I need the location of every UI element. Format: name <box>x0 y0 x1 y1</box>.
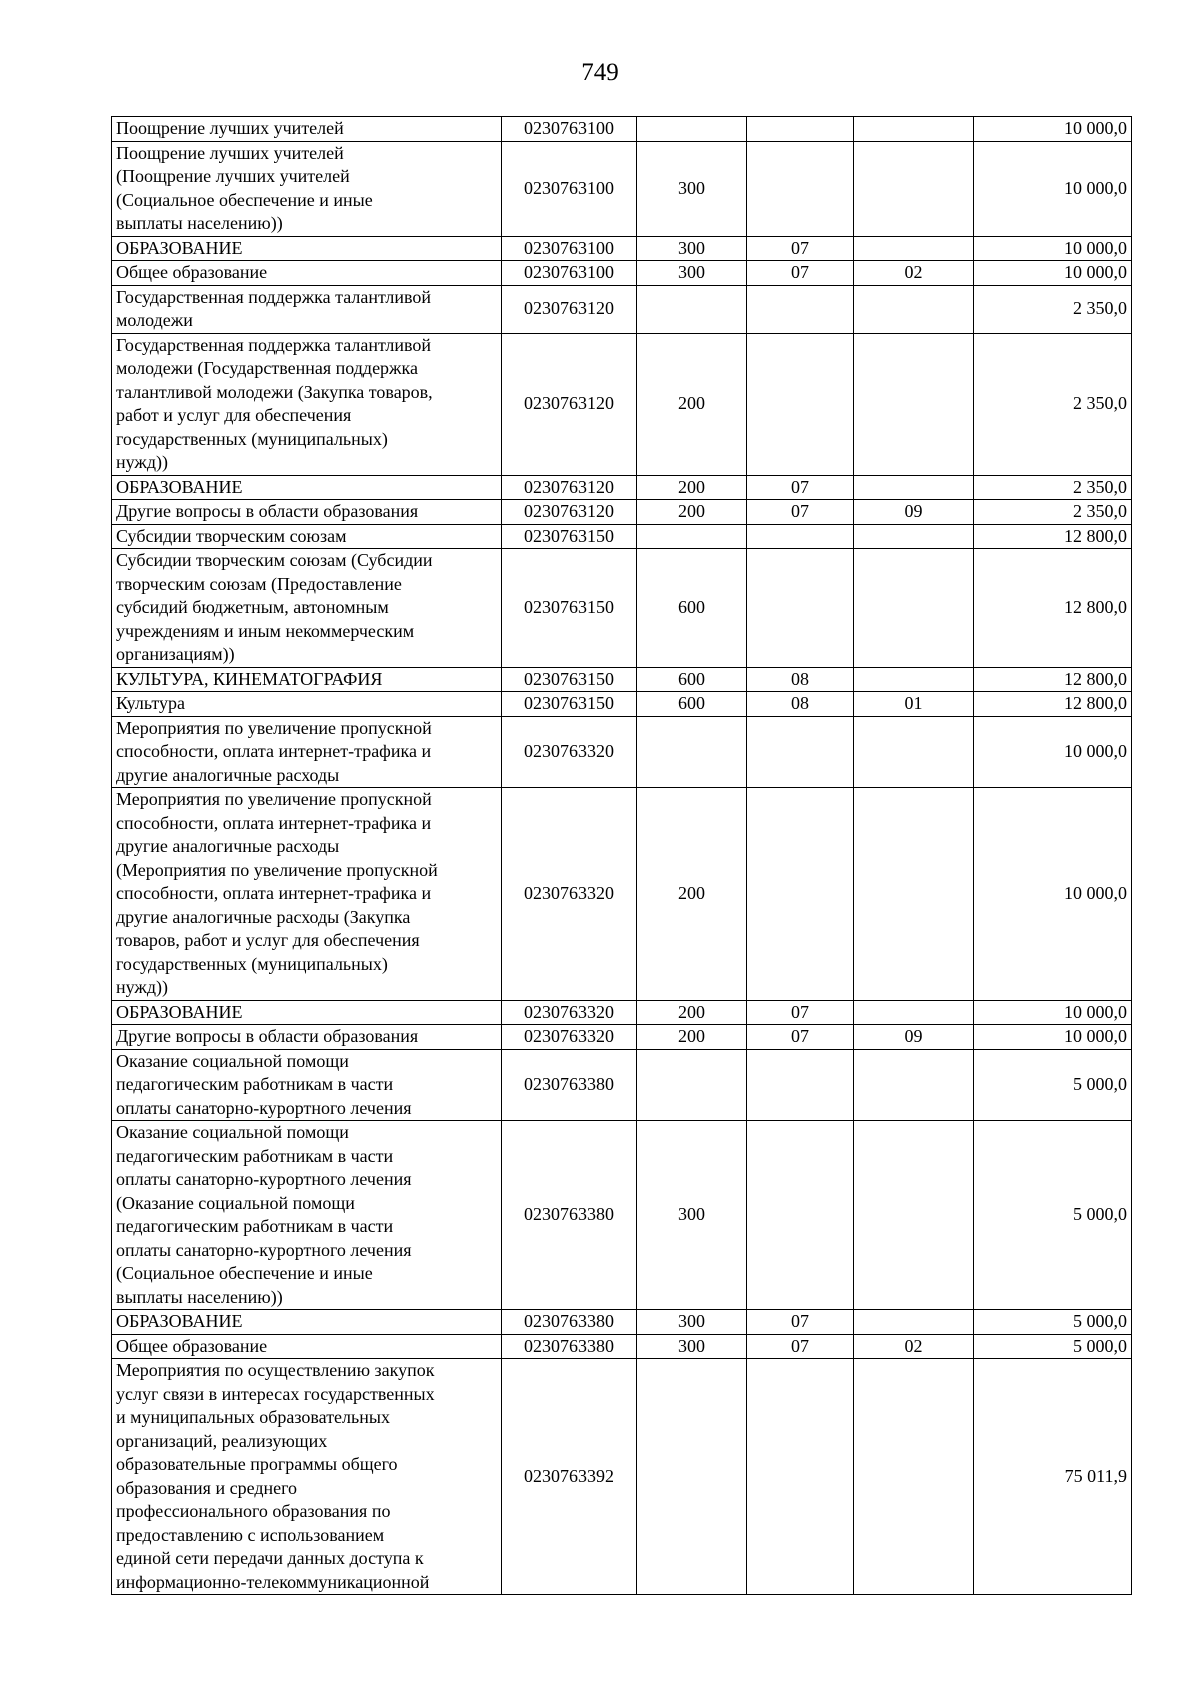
row-name: Субсидии творческим союзам <box>112 524 502 549</box>
table-row <box>112 524 1132 549</box>
row-name: Поощрение лучших учителей (Поощрение лучших учителей (Социальное обеспечение и иные выплаты населению)) <box>112 141 502 236</box>
row-subsection <box>854 285 974 333</box>
row-expense-type: 600 <box>637 692 747 717</box>
row-name: ОБРАЗОВАНИЕ <box>112 1000 502 1025</box>
table-row <box>112 667 1132 692</box>
row-section <box>747 549 854 668</box>
row-target-article: 0230763380 <box>502 1334 637 1359</box>
budget-table-body <box>112 117 1132 1595</box>
row-section <box>747 117 854 142</box>
row-section: 07 <box>747 1000 854 1025</box>
row-sum: 5 000,0 <box>974 1121 1132 1310</box>
row-target-article: 0230763380 <box>502 1310 637 1335</box>
row-sum: 10 000,0 <box>974 1025 1132 1050</box>
row-name: Мероприятия по увеличение пропускной способности, оплата интернет-трафика и другие аналогичные расходы (Мероприятия по увеличение пропускной способности, оплата интернет-трафика и другие аналогичные расходы (Закупка товаров, работ и услуг для обеспечения государственных (муниципальных) нужд)) <box>112 788 502 1001</box>
row-subsection <box>854 1359 974 1595</box>
row-expense-type <box>637 1359 747 1595</box>
table-row <box>112 1334 1132 1359</box>
table-row <box>112 117 1132 142</box>
row-subsection <box>854 524 974 549</box>
row-sum: 12 800,0 <box>974 549 1132 668</box>
row-name: ОБРАЗОВАНИЕ <box>112 236 502 261</box>
table-row <box>112 1310 1132 1335</box>
row-sum: 10 000,0 <box>974 716 1132 788</box>
row-name: ОБРАЗОВАНИЕ <box>112 475 502 500</box>
row-section: 07 <box>747 1025 854 1050</box>
row-sum: 2 350,0 <box>974 475 1132 500</box>
row-name: Поощрение лучших учителей <box>112 117 502 142</box>
row-target-article: 0230763120 <box>502 333 637 475</box>
table-row <box>112 141 1132 236</box>
row-subsection: 01 <box>854 692 974 717</box>
row-sum: 10 000,0 <box>974 788 1132 1001</box>
row-name: Общее образование <box>112 261 502 286</box>
row-section: 07 <box>747 236 854 261</box>
row-expense-type: 200 <box>637 1000 747 1025</box>
row-name: Субсидии творческим союзам (Субсидии творческим союзам (Предоставление субсидий бюджетным, автономным учреждениям и иным некоммерческим организациям)) <box>112 549 502 668</box>
row-sum: 10 000,0 <box>974 141 1132 236</box>
row-section: 07 <box>747 1310 854 1335</box>
row-target-article: 0230763320 <box>502 1025 637 1050</box>
row-sum: 10 000,0 <box>974 236 1132 261</box>
row-expense-type <box>637 1049 747 1121</box>
row-subsection <box>854 117 974 142</box>
row-section <box>747 1121 854 1310</box>
row-sum: 75 011,9 <box>974 1359 1132 1595</box>
row-expense-type: 200 <box>637 500 747 525</box>
table-row <box>112 549 1132 668</box>
row-section <box>747 141 854 236</box>
row-subsection: 09 <box>854 500 974 525</box>
row-target-article: 0230763150 <box>502 667 637 692</box>
row-expense-type: 200 <box>637 1025 747 1050</box>
row-name: Мероприятия по осуществлению закупок услуг связи в интересах государственных и муниципальных образовательных организаций, реализующих образовательные программы общего образования и среднего профессионального образования по предоставлению с использованием единой сети передачи данных доступа к информационно-телекоммуникационной <box>112 1359 502 1595</box>
row-subsection <box>854 788 974 1001</box>
row-target-article: 0230763100 <box>502 236 637 261</box>
table-row <box>112 475 1132 500</box>
row-name: Общее образование <box>112 1334 502 1359</box>
row-section <box>747 285 854 333</box>
table-row <box>112 333 1132 475</box>
row-name: Государственная поддержка талантливой молодежи <box>112 285 502 333</box>
row-section: 07 <box>747 500 854 525</box>
row-subsection <box>854 236 974 261</box>
row-expense-type: 600 <box>637 667 747 692</box>
table-row <box>112 236 1132 261</box>
budget-table <box>111 116 1132 1595</box>
row-target-article: 0230763320 <box>502 716 637 788</box>
table-row <box>112 285 1132 333</box>
row-expense-type: 200 <box>637 475 747 500</box>
table-row <box>112 500 1132 525</box>
row-target-article: 0230763100 <box>502 141 637 236</box>
row-subsection <box>854 333 974 475</box>
table-row <box>112 1000 1132 1025</box>
row-section: 07 <box>747 475 854 500</box>
row-sum: 5 000,0 <box>974 1049 1132 1121</box>
row-sum: 2 350,0 <box>974 285 1132 333</box>
row-target-article: 0230763320 <box>502 1000 637 1025</box>
row-subsection <box>854 667 974 692</box>
row-target-article: 0230763320 <box>502 788 637 1001</box>
row-subsection: 02 <box>854 1334 974 1359</box>
row-subsection <box>854 1121 974 1310</box>
row-expense-type: 300 <box>637 236 747 261</box>
row-target-article: 0230763120 <box>502 475 637 500</box>
table-row <box>112 1359 1132 1595</box>
row-expense-type: 300 <box>637 1121 747 1310</box>
table-row <box>112 716 1132 788</box>
row-target-article: 0230763120 <box>502 285 637 333</box>
row-sum: 10 000,0 <box>974 117 1132 142</box>
row-subsection <box>854 475 974 500</box>
row-subsection: 02 <box>854 261 974 286</box>
row-sum: 10 000,0 <box>974 261 1132 286</box>
row-section <box>747 524 854 549</box>
row-target-article: 0230763100 <box>502 261 637 286</box>
row-name: Другие вопросы в области образования <box>112 500 502 525</box>
row-name: Мероприятия по увеличение пропускной способности, оплата интернет-трафика и другие аналогичные расходы <box>112 716 502 788</box>
row-target-article: 0230763380 <box>502 1049 637 1121</box>
row-expense-type: 300 <box>637 1310 747 1335</box>
row-sum: 2 350,0 <box>974 500 1132 525</box>
row-target-article: 0230763150 <box>502 692 637 717</box>
row-name: Государственная поддержка талантливой молодежи (Государственная поддержка талантливой молодежи (Закупка товаров, работ и услуг для обеспечения государственных (муниципальных) нужд)) <box>112 333 502 475</box>
row-expense-type: 200 <box>637 788 747 1001</box>
table-row <box>112 261 1132 286</box>
row-sum: 12 800,0 <box>974 524 1132 549</box>
table-row <box>112 1049 1132 1121</box>
row-subsection <box>854 141 974 236</box>
row-section: 08 <box>747 692 854 717</box>
row-target-article: 0230763392 <box>502 1359 637 1595</box>
row-expense-type <box>637 524 747 549</box>
row-name: Оказание социальной помощи педагогическим работникам в части оплаты санаторно-курортного лечения (Оказание социальной помощи педагогическим работникам в части оплаты санаторно-курортного лечения (Социальное обеспечение и иные выплаты населению)) <box>112 1121 502 1310</box>
row-sum: 5 000,0 <box>974 1310 1132 1335</box>
row-expense-type: 300 <box>637 261 747 286</box>
row-sum: 12 800,0 <box>974 692 1132 717</box>
row-subsection: 09 <box>854 1025 974 1050</box>
row-subsection <box>854 1310 974 1335</box>
row-name: ОБРАЗОВАНИЕ <box>112 1310 502 1335</box>
row-name: КУЛЬТУРА, КИНЕМАТОГРАФИЯ <box>112 667 502 692</box>
row-section <box>747 1359 854 1595</box>
row-name: Культура <box>112 692 502 717</box>
row-name: Оказание социальной помощи педагогическим работникам в части оплаты санаторно-курортного лечения <box>112 1049 502 1121</box>
row-expense-type: 200 <box>637 333 747 475</box>
table-row <box>112 788 1132 1001</box>
row-target-article: 0230763380 <box>502 1121 637 1310</box>
row-target-article: 0230763150 <box>502 549 637 668</box>
row-section: 08 <box>747 667 854 692</box>
row-section <box>747 1049 854 1121</box>
page-number: 749 <box>581 59 619 86</box>
row-section <box>747 333 854 475</box>
table-row <box>112 1121 1132 1310</box>
row-target-article: 0230763120 <box>502 500 637 525</box>
table-row <box>112 1025 1132 1050</box>
row-section <box>747 788 854 1001</box>
row-section: 07 <box>747 261 854 286</box>
row-subsection <box>854 549 974 668</box>
row-expense-type: 300 <box>637 141 747 236</box>
row-section: 07 <box>747 1334 854 1359</box>
row-sum: 12 800,0 <box>974 667 1132 692</box>
row-target-article: 0230763150 <box>502 524 637 549</box>
row-expense-type <box>637 117 747 142</box>
row-sum: 10 000,0 <box>974 1000 1132 1025</box>
row-target-article: 0230763100 <box>502 117 637 142</box>
row-subsection <box>854 1000 974 1025</box>
row-subsection <box>854 716 974 788</box>
row-expense-type <box>637 716 747 788</box>
row-expense-type <box>637 285 747 333</box>
row-subsection <box>854 1049 974 1121</box>
row-section <box>747 716 854 788</box>
row-expense-type: 600 <box>637 549 747 668</box>
row-expense-type: 300 <box>637 1334 747 1359</box>
row-sum: 5 000,0 <box>974 1334 1132 1359</box>
row-name: Другие вопросы в области образования <box>112 1025 502 1050</box>
row-sum: 2 350,0 <box>974 333 1132 475</box>
table-row <box>112 692 1132 717</box>
